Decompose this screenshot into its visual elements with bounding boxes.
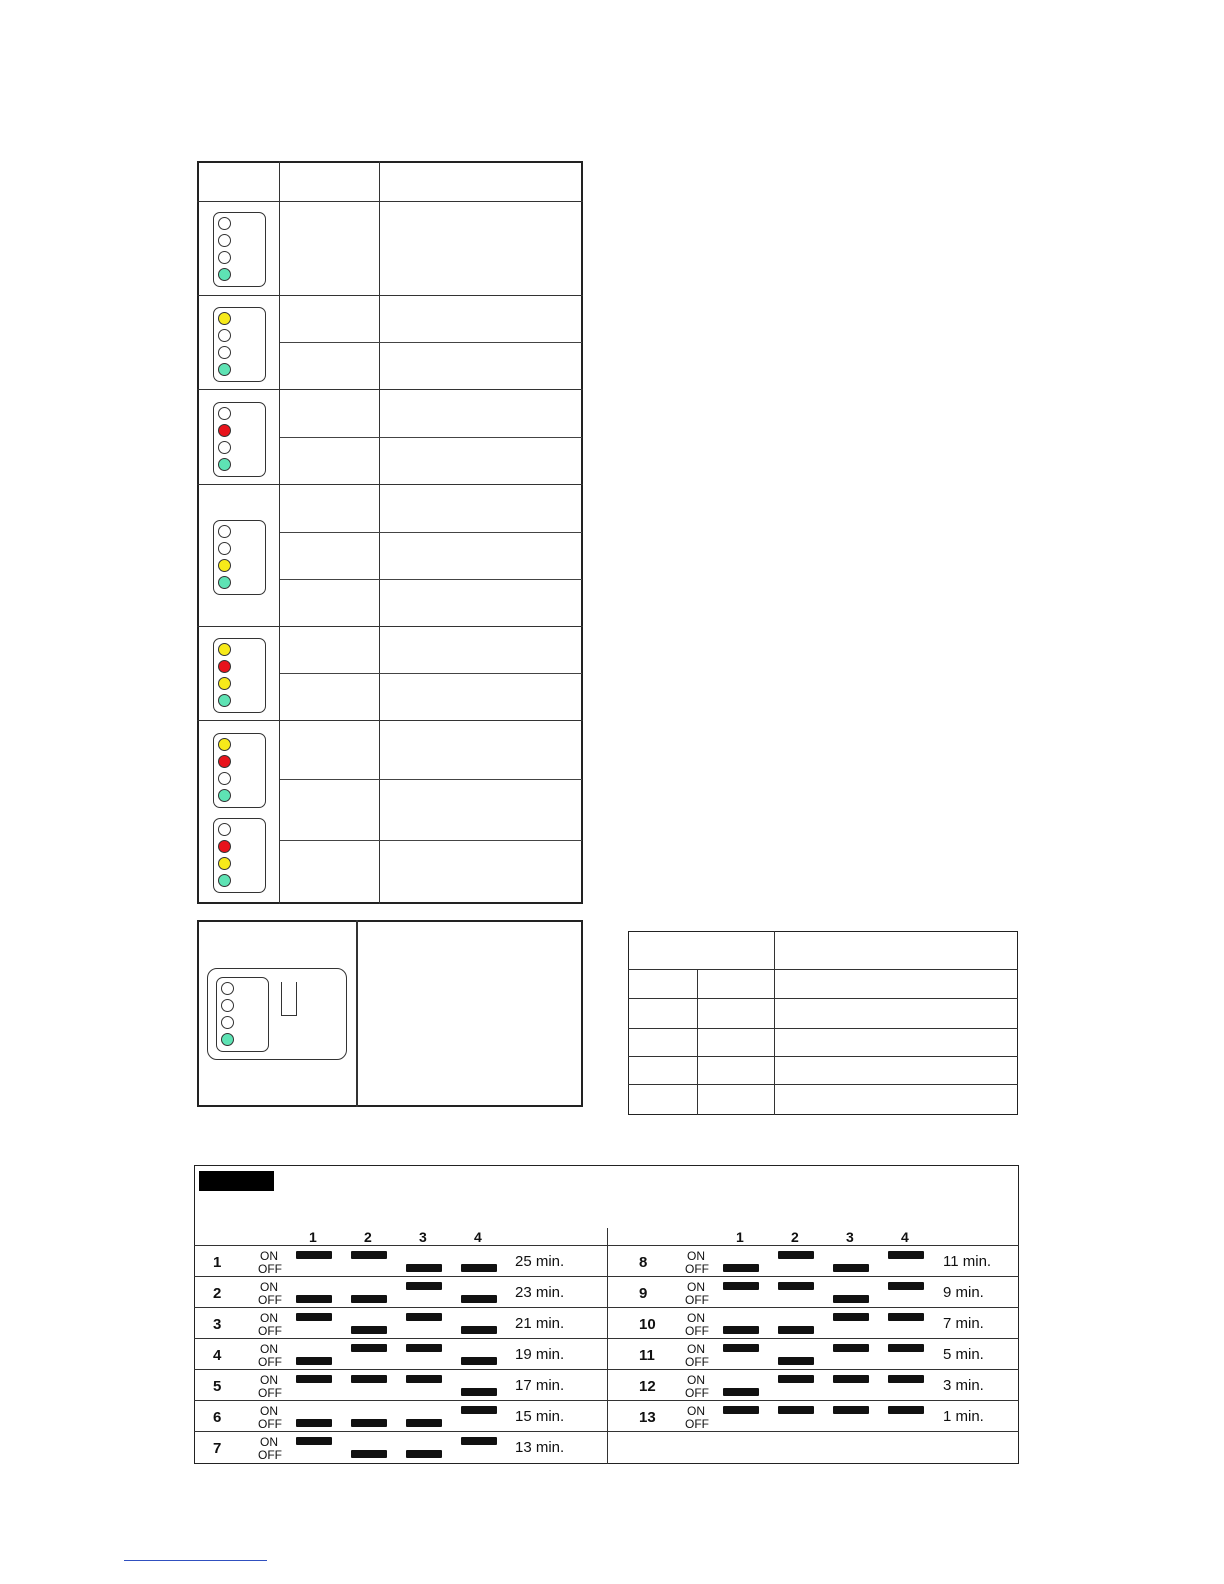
dip-switch-off <box>778 1357 814 1365</box>
led-red-icon <box>218 660 231 673</box>
dip-switch-on <box>406 1375 442 1383</box>
led-off-icon <box>221 982 234 995</box>
time-value: 7 min. <box>943 1315 984 1332</box>
led-indicator-panel <box>213 212 266 287</box>
switch-header-1: 1 <box>736 1229 744 1245</box>
led-yellow-icon <box>218 738 231 751</box>
row-number: 2 <box>213 1285 222 1302</box>
sub-row-line <box>280 673 582 674</box>
group-line <box>197 389 583 390</box>
dip-switch-on <box>351 1375 387 1383</box>
off-label: OFF <box>258 1355 282 1369</box>
dip-switch-off <box>723 1388 759 1396</box>
time-value: 19 min. <box>515 1346 565 1363</box>
off-label: OFF <box>258 1386 282 1400</box>
dip-switch-on <box>778 1375 814 1383</box>
on-label: ON <box>260 1342 278 1356</box>
led-yellow-icon <box>218 857 231 870</box>
status-table-header-line <box>197 201 583 202</box>
led-off-icon <box>221 1016 234 1029</box>
off-label: OFF <box>258 1448 282 1462</box>
row-number: 5 <box>213 1378 222 1395</box>
led-yellow-icon <box>218 643 231 656</box>
led-off-icon <box>218 441 231 454</box>
dip-switch-on <box>833 1375 869 1383</box>
off-label: OFF <box>258 1262 282 1276</box>
row-number: 10 <box>639 1316 656 1333</box>
off-label: OFF <box>685 1293 709 1307</box>
time-value: 3 min. <box>943 1377 984 1394</box>
time-value: 11 min. <box>943 1253 992 1270</box>
switch-header-2: 2 <box>791 1229 799 1245</box>
dip-switch-on <box>778 1406 814 1414</box>
dip-switch-off <box>723 1264 759 1272</box>
on-label: ON <box>260 1249 278 1263</box>
time-value: 13 min. <box>515 1439 565 1456</box>
dip-row-line <box>607 1276 1019 1277</box>
sub-row-line <box>280 437 582 438</box>
on-label: ON <box>687 1373 705 1387</box>
row-number: 12 <box>639 1378 656 1395</box>
led-indicator-panel <box>216 977 269 1052</box>
group-line <box>197 626 583 627</box>
dip-row-line <box>607 1245 1019 1246</box>
on-label: ON <box>260 1435 278 1449</box>
dip-row-line <box>194 1307 607 1308</box>
dip-switch-on <box>778 1251 814 1259</box>
time-value: 1 min. <box>943 1408 984 1425</box>
dip-switch-on <box>296 1375 332 1383</box>
on-label: ON <box>687 1311 705 1325</box>
dip-row-line <box>607 1400 1019 1401</box>
group-line <box>197 484 583 485</box>
dip-row-line <box>194 1369 607 1370</box>
dip-switch-on <box>833 1313 869 1321</box>
dip-row-line <box>194 1338 607 1339</box>
led-green-icon <box>221 1033 234 1046</box>
dip-switch-on <box>723 1282 759 1290</box>
led-off-icon <box>218 251 231 264</box>
led-red-icon <box>218 840 231 853</box>
row-number: 11 <box>639 1347 655 1364</box>
off-label: OFF <box>685 1262 709 1276</box>
dip-switch-off <box>406 1419 442 1427</box>
switch-header-4: 4 <box>474 1229 482 1245</box>
dip-switch-off <box>351 1326 387 1334</box>
dip-switch-on <box>461 1437 497 1445</box>
led-green-icon <box>218 576 231 589</box>
off-label: OFF <box>258 1324 282 1338</box>
led-indicator-panel <box>213 818 266 893</box>
led-off-icon <box>218 772 231 785</box>
led-off-icon <box>218 823 231 836</box>
dip-switch-off <box>723 1326 759 1334</box>
row-number: 7 <box>213 1440 222 1457</box>
led-off-icon <box>218 217 231 230</box>
led-green-icon <box>218 694 231 707</box>
sub-row-line <box>280 779 582 780</box>
black-label-tag <box>199 1171 274 1191</box>
off-label: OFF <box>258 1293 282 1307</box>
led-indicator-panel <box>213 638 266 713</box>
switch-header-3: 3 <box>419 1229 427 1245</box>
dip-row-line <box>194 1276 607 1277</box>
connector-icon <box>281 982 297 1016</box>
small-table <box>628 931 1018 1115</box>
dip-switch-on <box>406 1282 442 1290</box>
dip-switch-off <box>461 1357 497 1365</box>
dip-switch-on <box>888 1406 924 1414</box>
row-number: 3 <box>213 1316 222 1333</box>
dip-switch-on <box>723 1406 759 1414</box>
footer-link-underline <box>124 1560 267 1561</box>
dip-switch-off <box>406 1264 442 1272</box>
small-table-divider <box>697 969 698 1115</box>
dip-switch-off <box>351 1450 387 1458</box>
sub-row-line <box>280 840 582 841</box>
dip-switch-off <box>778 1326 814 1334</box>
sub-row-line <box>280 532 582 533</box>
dip-switch-off <box>406 1450 442 1458</box>
dip-table-center-divider <box>607 1228 608 1464</box>
led-off-icon <box>221 999 234 1012</box>
dip-switch-on <box>406 1313 442 1321</box>
time-value: 21 min. <box>515 1315 565 1332</box>
small-table-row-line <box>628 1084 1018 1085</box>
dip-switch-off <box>296 1357 332 1365</box>
dip-row-line <box>607 1369 1019 1370</box>
sub-row-line <box>280 579 582 580</box>
on-label: ON <box>260 1280 278 1294</box>
led-yellow-icon <box>218 677 231 690</box>
led-off-icon <box>218 329 231 342</box>
dip-switch-on <box>833 1406 869 1414</box>
time-value: 25 min. <box>515 1253 565 1270</box>
dip-row-line <box>194 1245 607 1246</box>
dip-switch-off <box>833 1264 869 1272</box>
group-line <box>197 720 583 721</box>
led-green-icon <box>218 874 231 887</box>
dip-switch-off <box>461 1326 497 1334</box>
led-off-icon <box>218 525 231 538</box>
dip-switch-on <box>888 1251 924 1259</box>
led-yellow-icon <box>218 559 231 572</box>
on-label: ON <box>260 1373 278 1387</box>
led-indicator-panel <box>213 307 266 382</box>
small-table-divider <box>774 931 775 1115</box>
time-value: 17 min. <box>515 1377 565 1394</box>
device-box-divider <box>356 920 358 1107</box>
row-number: 13 <box>639 1409 656 1426</box>
led-indicator-panel <box>213 402 266 477</box>
led-green-icon <box>218 268 231 281</box>
dip-switch-on <box>296 1251 332 1259</box>
switch-header-3: 3 <box>846 1229 854 1245</box>
row-number: 6 <box>213 1409 222 1426</box>
dip-switch-off <box>296 1419 332 1427</box>
led-off-icon <box>218 234 231 247</box>
time-value: 5 min. <box>943 1346 984 1363</box>
time-value: 15 min. <box>515 1408 565 1425</box>
led-off-icon <box>218 542 231 555</box>
group-line <box>197 295 583 296</box>
dip-switch-on <box>888 1282 924 1290</box>
led-red-icon <box>218 755 231 768</box>
dip-switch-off <box>351 1295 387 1303</box>
dip-row-line <box>194 1431 1019 1432</box>
dip-row-line <box>194 1400 607 1401</box>
on-label: ON <box>260 1404 278 1418</box>
dip-switch-on <box>296 1313 332 1321</box>
on-label: ON <box>687 1404 705 1418</box>
led-off-icon <box>218 407 231 420</box>
switch-header-4: 4 <box>901 1229 909 1245</box>
dip-switch-on <box>296 1437 332 1445</box>
row-number: 1 <box>213 1254 222 1271</box>
dip-switch-off <box>296 1295 332 1303</box>
dip-switch-off <box>461 1264 497 1272</box>
dip-switch-on <box>888 1344 924 1352</box>
switch-header-1: 1 <box>309 1229 317 1245</box>
dip-switch-off <box>461 1388 497 1396</box>
row-number: 9 <box>639 1285 648 1302</box>
led-green-icon <box>218 458 231 471</box>
sub-row-line <box>280 342 582 343</box>
dip-switch-on <box>888 1375 924 1383</box>
led-yellow-icon <box>218 312 231 325</box>
off-label: OFF <box>685 1417 709 1431</box>
dip-switch-on <box>723 1344 759 1352</box>
off-label: OFF <box>685 1324 709 1338</box>
dip-row-line <box>607 1338 1019 1339</box>
led-green-icon <box>218 789 231 802</box>
dip-switch-on <box>351 1344 387 1352</box>
dip-switch-off <box>461 1295 497 1303</box>
dip-switch-off <box>833 1295 869 1303</box>
dip-switch-on <box>778 1282 814 1290</box>
row-number: 8 <box>639 1254 648 1271</box>
dip-switch-on <box>461 1406 497 1414</box>
dip-switch-on <box>406 1344 442 1352</box>
on-label: ON <box>687 1249 705 1263</box>
dip-switch-on <box>888 1313 924 1321</box>
off-label: OFF <box>685 1386 709 1400</box>
led-green-icon <box>218 363 231 376</box>
led-off-icon <box>218 346 231 359</box>
time-value: 23 min. <box>515 1284 565 1301</box>
dip-row-line <box>607 1307 1019 1308</box>
switch-header-2: 2 <box>364 1229 372 1245</box>
dip-switch-on <box>833 1344 869 1352</box>
small-table-row-line <box>628 969 1018 970</box>
dip-switch-on <box>351 1251 387 1259</box>
led-indicator-panel <box>213 733 266 808</box>
led-red-icon <box>218 424 231 437</box>
off-label: OFF <box>685 1355 709 1369</box>
led-indicator-panel <box>213 520 266 595</box>
small-table-row-line <box>628 998 1018 999</box>
dip-switch-off <box>351 1419 387 1427</box>
on-label: ON <box>687 1342 705 1356</box>
time-value: 9 min. <box>943 1284 984 1301</box>
small-table-row-line <box>628 1028 1018 1029</box>
row-number: 4 <box>213 1347 222 1364</box>
off-label: OFF <box>258 1417 282 1431</box>
on-label: ON <box>687 1280 705 1294</box>
small-table-row-line <box>628 1056 1018 1057</box>
on-label: ON <box>260 1311 278 1325</box>
